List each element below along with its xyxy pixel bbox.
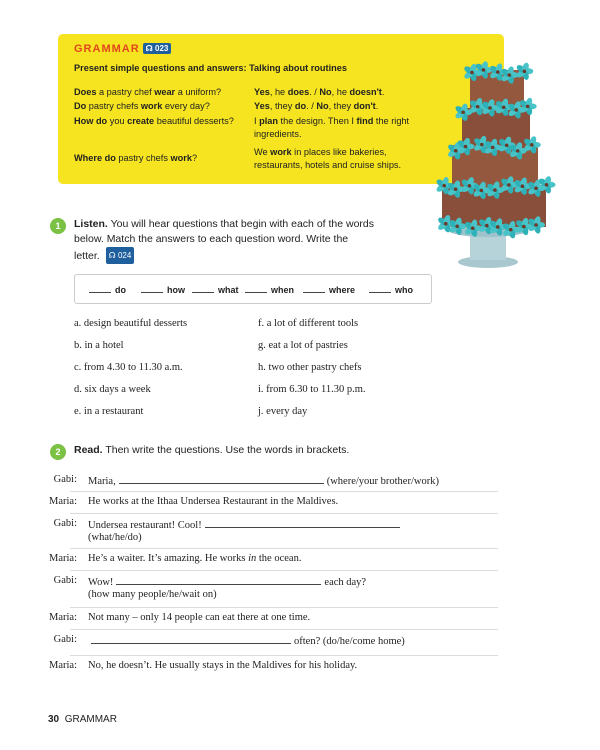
flower-center xyxy=(476,105,480,109)
question-word-box xyxy=(74,274,432,304)
dialogue-speaker: Maria: xyxy=(49,553,77,564)
dialogue-speaker: Gabi: xyxy=(53,474,77,485)
flower-center xyxy=(442,184,446,188)
exercise-2-instructions: Read. Then write the questions. Use the words in brackets. xyxy=(74,444,350,456)
dialogue-separator xyxy=(70,629,498,630)
dialogue-separator xyxy=(70,548,498,549)
flower-center xyxy=(508,73,512,77)
grammar-question: Do pastry chefs work every day? xyxy=(74,101,210,111)
dialogue-speaker: Maria: xyxy=(49,496,77,507)
flower-center xyxy=(480,143,484,147)
question-word: what xyxy=(192,284,239,295)
flower-center xyxy=(509,228,513,232)
flower-center xyxy=(521,184,525,188)
question-word: when xyxy=(245,284,294,295)
grammar-question: How do you create beautiful desserts? xyxy=(74,116,234,126)
write-in-blank[interactable] xyxy=(116,575,321,585)
dialogue-text: Wow! each day? xyxy=(88,577,367,588)
flower-center xyxy=(526,105,530,109)
dialogue-separator xyxy=(70,570,498,571)
flower-center xyxy=(502,105,506,109)
flower-center xyxy=(485,224,489,228)
answer-option: f. a lot of different tools xyxy=(258,318,359,329)
flower-center xyxy=(491,146,495,150)
dialogue-separator xyxy=(70,513,498,514)
dialogue-speaker: Gabi: xyxy=(53,518,77,529)
answer-option: j. every day xyxy=(258,406,308,417)
dialogue-text: He works at the Ithaa Undersea Restaurant in the Maldives. xyxy=(88,496,339,507)
grammar-title: GRAMMAR ☊ 023 xyxy=(74,43,171,55)
dialogue-text: Undersea restaurant! Cool! xyxy=(88,518,403,531)
dialogue-text: No, he doesn’t. He usually stays in the Maldives for his holiday. xyxy=(88,660,358,671)
flower-center xyxy=(505,143,509,147)
flower-center xyxy=(530,143,534,147)
dialogue-separator xyxy=(70,655,498,656)
flower-center xyxy=(516,149,520,153)
dialogue-text: Maria, (where/your brother/work) xyxy=(88,476,439,487)
flower-center xyxy=(514,108,518,112)
grammar-answer: I plan the design. Then I find the right ingredients. xyxy=(254,116,410,139)
dialogue-prompt: (what/he/do) xyxy=(88,532,142,543)
answer-blank[interactable] xyxy=(245,284,267,293)
flower-center xyxy=(496,225,500,229)
dialogue-prompt: (how many people/he/wait on) xyxy=(88,589,217,600)
audio-track-badge[interactable]: ☊ 024 xyxy=(106,247,135,264)
flower-center xyxy=(488,106,492,110)
question-word: where xyxy=(303,284,355,295)
flower-center xyxy=(534,223,538,227)
page-footer: 30 GRAMMAR xyxy=(48,714,117,725)
answer-blank[interactable] xyxy=(192,284,214,293)
flower-center xyxy=(545,183,549,187)
flower-center xyxy=(468,184,472,188)
question-word: how xyxy=(141,284,185,295)
answer-option: d. six days a week xyxy=(74,384,151,395)
dialogue-speaker: Maria: xyxy=(49,660,77,671)
exercise-1-number: 1 xyxy=(50,218,66,234)
dialogue-speaker: Maria: xyxy=(49,612,77,623)
answer-blank[interactable] xyxy=(89,284,111,293)
flower-center xyxy=(444,222,448,226)
flower-center xyxy=(493,188,497,192)
flower-center xyxy=(454,149,458,153)
dialogue-text: He’s a waiter. It’s amazing. He works in the ocean. xyxy=(88,553,302,564)
answer-option: i. from 6.30 to 11.30 p.m. xyxy=(258,384,366,395)
flower-center xyxy=(480,189,484,193)
dialogue-speaker: Gabi: xyxy=(53,575,77,586)
dialogue-text: often? (do/he/come home) xyxy=(88,634,405,647)
answer-option: b. in a hotel xyxy=(74,340,124,351)
flower-center xyxy=(496,70,500,74)
grammar-answer: We work in places like bakeries, restaurants, hotels and cruise ships. xyxy=(254,147,402,170)
exercise-2-number: 2 xyxy=(50,444,66,460)
flower-center xyxy=(534,186,538,190)
grammar-answer: Yes, he does. / No, he doesn't. xyxy=(254,87,385,97)
flower-center xyxy=(507,183,511,187)
grammar-subtitle: Present simple questions and answers: Talking about routines xyxy=(74,63,347,73)
dialogue-speaker: Gabi: xyxy=(53,634,77,645)
grammar-answer: Yes, they do. / No, they don't. xyxy=(254,101,379,111)
exercise-1-instructions: Listen. You will hear questions that begin with each of the words below. Match the answers to each question word. Write the letter. ☊ 024 xyxy=(74,218,375,262)
flower-center xyxy=(482,68,486,72)
flower-center xyxy=(461,110,465,114)
answer-option: a. design beautiful desserts xyxy=(74,318,188,329)
answer-blank[interactable] xyxy=(369,284,391,293)
dialogue-separator xyxy=(70,607,498,608)
write-in-blank[interactable] xyxy=(205,518,400,528)
dialogue-separator xyxy=(70,491,498,492)
answer-option: e. in a restaurant xyxy=(74,406,144,417)
grammar-question: Does a pastry chef wear a uniform? xyxy=(74,87,222,97)
grammar-question: Where do pastry chefs work? xyxy=(74,153,198,163)
flower-center xyxy=(464,145,468,149)
write-in-blank[interactable] xyxy=(91,634,291,644)
answer-option: c. from 4.30 to 11.30 a.m. xyxy=(74,362,183,373)
answer-blank[interactable] xyxy=(303,284,325,293)
audio-track-badge[interactable]: ☊ 023 xyxy=(143,43,172,54)
question-word: do xyxy=(89,284,126,295)
flower-center xyxy=(471,226,475,230)
question-word: who xyxy=(369,284,413,295)
answer-option: h. two other pastry chefs xyxy=(258,362,362,373)
cake-illustration xyxy=(410,40,560,270)
flower-center xyxy=(454,187,458,191)
flower-center xyxy=(523,69,527,73)
flower-center xyxy=(455,224,459,228)
write-in-blank[interactable] xyxy=(119,474,324,484)
flower-center xyxy=(470,71,474,75)
answer-option: g. eat a lot of pastries xyxy=(258,340,348,351)
answer-blank[interactable] xyxy=(141,284,163,293)
flower-center xyxy=(522,225,526,229)
dialogue-text: Not many – only 14 people can eat there at one time. xyxy=(88,612,311,623)
